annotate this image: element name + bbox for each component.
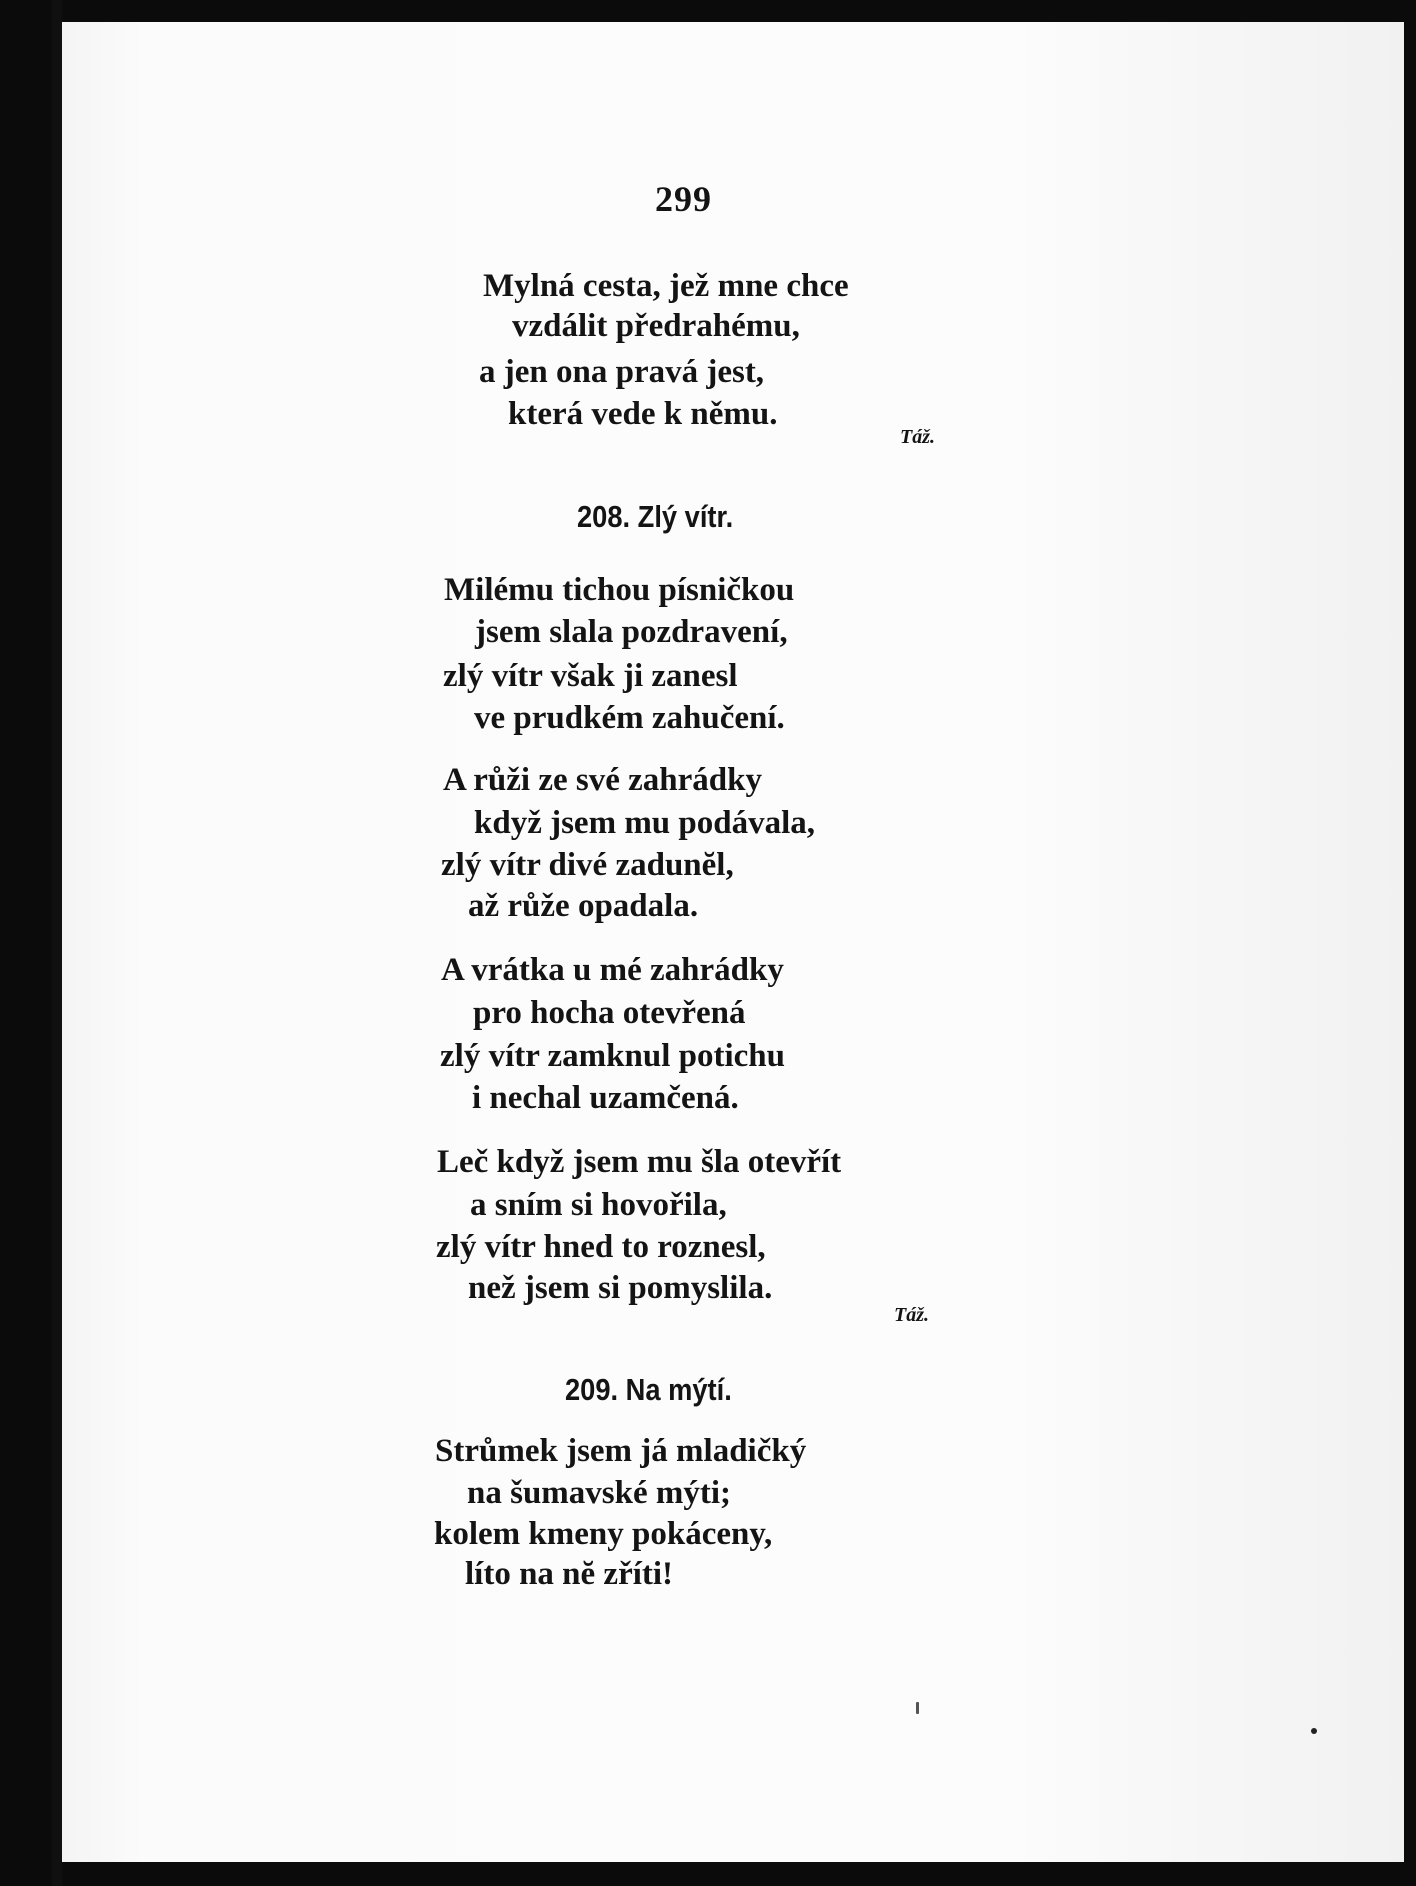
book-gutter-edge: [52, 0, 62, 1886]
verse-line: i nechal uzamčená.: [472, 1080, 739, 1116]
verse-line: líto na nĕ zříti!: [465, 1556, 674, 1592]
verse-line: a jen ona pravá jest,: [479, 354, 765, 390]
verse-line: na šumavské mýti;: [467, 1475, 732, 1511]
verse-line: zlý vítr hned to roznesl,: [436, 1229, 766, 1265]
page-number: 299: [655, 179, 712, 219]
verse-line: vzdálit předrahému,: [512, 308, 800, 344]
verse-line: která vede k němu.: [508, 396, 778, 432]
attribution: Táž.: [894, 1304, 929, 1326]
verse-line: A růži ze své zahrádky: [443, 762, 762, 798]
verse-line: Milému tichou písničkou: [444, 572, 795, 608]
verse-line: kolem kmeny pokáceny,: [434, 1516, 773, 1552]
verse-line: Strůmek jsem já mladičký: [435, 1433, 807, 1469]
poem-heading: 209. Na mýtí.: [565, 1372, 732, 1407]
verse-line: ve prudkém zahučení.: [474, 700, 785, 736]
verse-line: než jsem si pomyslila.: [468, 1270, 773, 1306]
verse-line: pro hocha otevřená: [473, 995, 746, 1031]
scan-speck: [916, 1702, 919, 1714]
verse-line: Mylná cesta, jež mne chce: [483, 268, 849, 304]
verse-line: jsem slala pozdravení,: [475, 614, 788, 650]
verse-line: až růže opadala.: [468, 888, 699, 924]
verse-line: zlý vítr divé zadunĕl,: [441, 847, 734, 883]
attribution: Táž.: [900, 426, 935, 448]
verse-line: a sním si hovořila,: [470, 1187, 727, 1223]
verse-line: A vrátka u mé zahrádky: [441, 952, 784, 988]
verse-line: když jsem mu podávala,: [474, 805, 816, 841]
scan-speck: [1311, 1728, 1317, 1734]
poem-heading: 208. Zlý vítr.: [577, 499, 734, 534]
verse-line: zlý vítr však ji zanesl: [443, 658, 738, 694]
verse-line: zlý vítr zamknul potichu: [440, 1038, 786, 1074]
verse-line: Leč když jsem mu šla otevřít: [437, 1144, 842, 1180]
